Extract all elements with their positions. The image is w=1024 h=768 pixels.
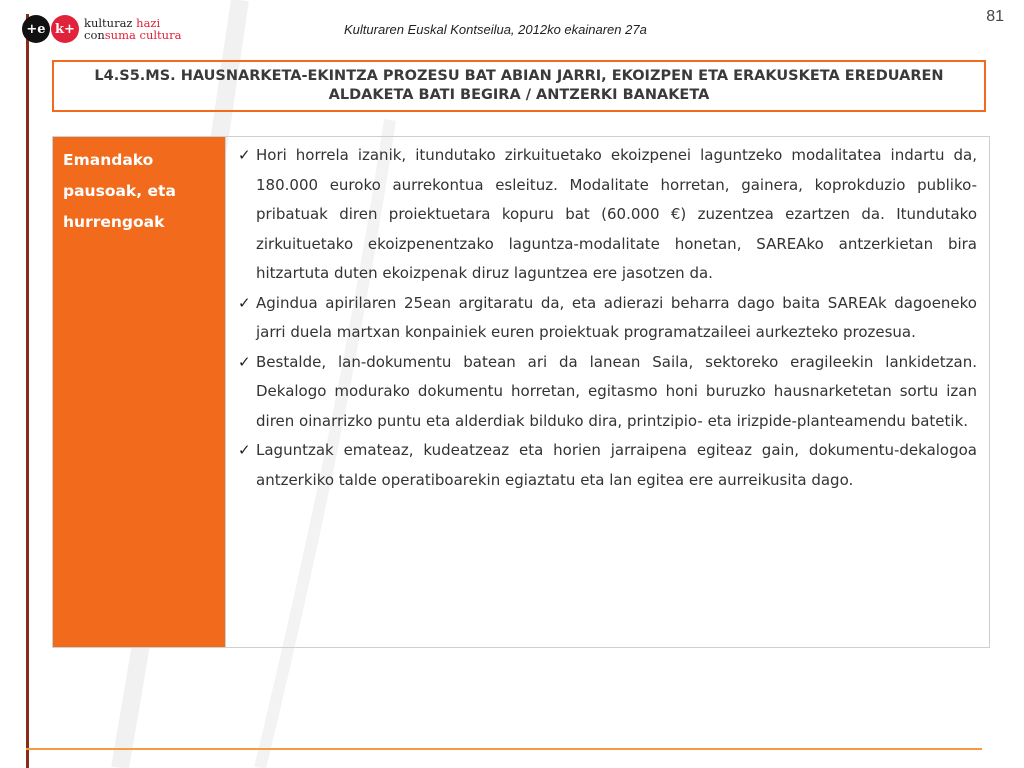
list-item xyxy=(238,348,977,437)
logo-word-hazi: hazi xyxy=(136,16,161,30)
section-label: Emandako pausoak, eta hurrengoak xyxy=(53,137,225,647)
logo-word-cultura: cultura xyxy=(139,28,182,42)
list-item-text: Hori horrela izanik, itundutako zirkuituetako ekoizpenei laguntzeko modalitatea indartu da, 180.000 euroko aurrekontua esleituz. Modalitate horretan, gainera, koprokduzio publiko-pribatuak diren proiektuetara kopuru bat (60.000 €) zuzentzea ezartzen da. Itundutako zirkuituetako ekoizpenentzako laguntza-modalitate honetan, SAREAko antzerkietan bira hitzartuta duten ekoizpenak diruz laguntzea ere jasotzen da. xyxy=(256,146,977,282)
logo-word-suma: suma xyxy=(104,28,136,42)
bottom-horizontal-rule xyxy=(26,748,982,750)
list-item-text: Bestalde, lan-dokumentu batean ari da lanean Saila, sektoreko eragileekin lankidetzan. Dekalogo modurako dokumentu horretan, egitasmo honi buruzko hausnarketetan sortu izan diren oinarrizko puntu eta alderdiak bilduko dira, printzipio- eta irizpide-planteamendu batetik. xyxy=(256,352,977,430)
content-table xyxy=(52,136,990,648)
logo-word-kulturaz: kulturaz xyxy=(84,16,133,30)
logo-text xyxy=(84,17,181,41)
list-item-text: Agindua apirilaren 25ean argitaratu da, eta adierazi beharra dago baita SAREAk dagoeneko jarri duela martxan konpainiek euren proiektuak programatzaileei aurkezteko prozesua. xyxy=(256,293,977,341)
list-item-text: Laguntzak emateaz, kudeatzeaz eta horien jarraipena egiteaz gain, dokumentu-dekalogoa antzerkiko talde operatiboarekin egiaztatu eta lan egitea ere aurreikusita dago. xyxy=(256,441,977,489)
list-item xyxy=(238,289,977,348)
list-item xyxy=(238,436,977,495)
logo xyxy=(22,12,181,46)
page-title xyxy=(94,67,943,105)
page-title-line-2: ALDAKETA BATI BEGIRA / ANTZERKI BANAKETA xyxy=(328,87,710,103)
bullet-list xyxy=(238,141,977,495)
check-icon: ✓ xyxy=(238,352,251,371)
list-item xyxy=(238,141,977,289)
left-vertical-rule xyxy=(26,14,29,768)
check-icon: ✓ xyxy=(238,146,251,164)
header-source: Kulturaren Euskal Kontseilua, 2012ko ekainaren 27a xyxy=(344,22,647,37)
logo-badge-plus-e: +e xyxy=(22,15,50,43)
check-icon: ✓ xyxy=(238,293,251,312)
logo-word-con: con xyxy=(84,28,105,42)
title-box xyxy=(52,60,986,112)
page-number: 81 xyxy=(986,8,1004,25)
check-icon: ✓ xyxy=(238,441,251,459)
logo-badge-k-plus: k+ xyxy=(51,15,79,43)
page-title-line-1: L4.S5.MS. HAUSNARKETA-EKINTZA PROZESU BAT ABIAN JARRI, EKOIZPEN ETA ERAKUSKETA EREDUAREN xyxy=(94,68,944,84)
section-body xyxy=(225,137,989,647)
